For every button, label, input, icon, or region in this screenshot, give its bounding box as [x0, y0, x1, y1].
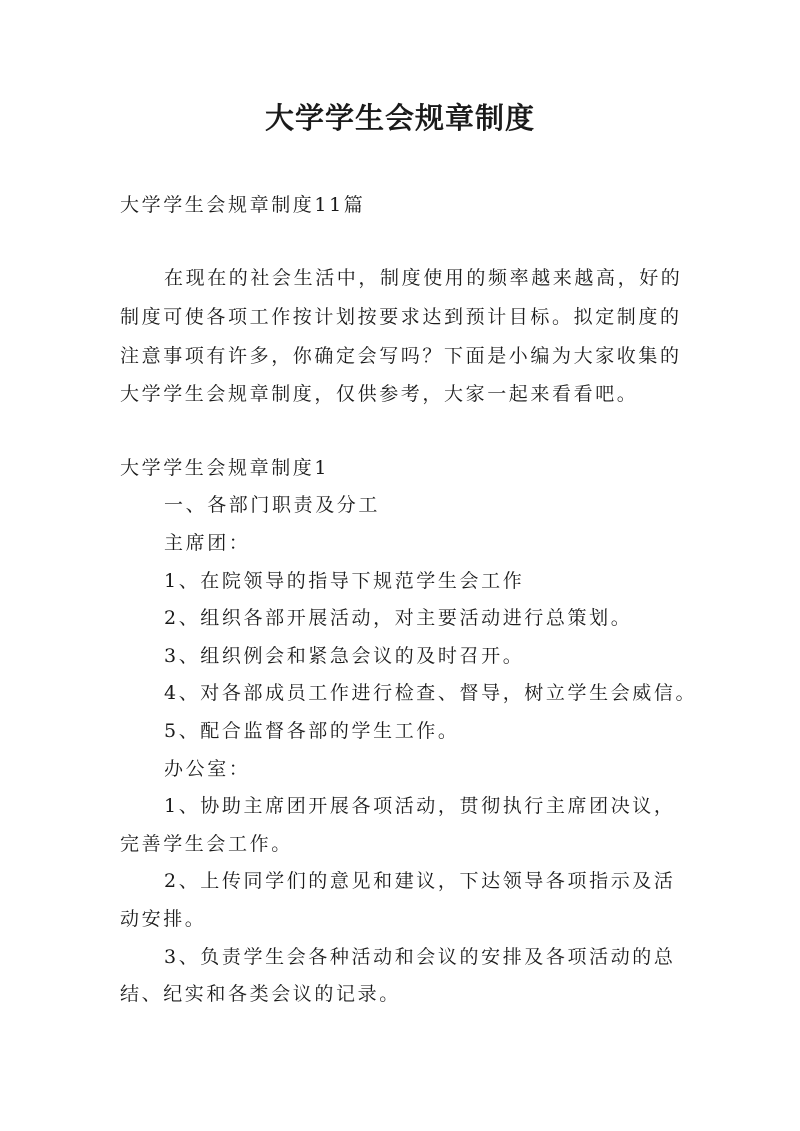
presidium-item-1: 1、在院领导的指导下规范学生会工作 [164, 570, 525, 592]
part-heading: 一、各部门职责及分工 [164, 494, 381, 516]
office-line-2: 完善学生会工作。 [120, 833, 293, 855]
presidium-item-3: 3、组织例会和紧急会议的及时召开。 [164, 645, 525, 667]
office-line-3: 2、上传同学们的意见和建议，下达领导各项指示及活 [164, 870, 676, 892]
presidium-item-5: 5、配合监督各部的学生工作。 [164, 720, 460, 742]
office-line-4: 动安排。 [120, 908, 207, 930]
document-subtitle: 大学学生会规章制度11篇 [120, 194, 366, 216]
section-heading: 大学学生会规章制度1 [120, 457, 330, 479]
office-line-1: 1、协助主席团开展各项活动，贯彻执行主席团决议， [164, 795, 676, 817]
presidium-item-2: 2、组织各部开展活动，对主要活动进行总策划。 [164, 607, 633, 629]
office-line-6: 结、纪实和各类会议的记录。 [120, 983, 401, 1005]
presidium-label: 主席团： [164, 532, 251, 554]
intro-line-1: 在现在的社会生活中，制度使用的频率越来越高，好的 [164, 267, 683, 289]
intro-line-4: 大学学生会规章制度，仅供参考，大家一起来看看吧。 [120, 383, 639, 405]
intro-line-2: 制度可使各项工作按计划按要求达到预计目标。拟定制度的 [120, 306, 682, 328]
presidium-item-4: 4、对各部成员工作进行检查、督导，树立学生会威信。 [164, 682, 698, 704]
intro-line-3: 注意事项有许多，你确定会写吗？下面是小编为大家收集的 [120, 345, 682, 367]
office-line-5: 3、负责学生会各种活动和会议的安排及各项活动的总 [164, 946, 676, 968]
office-label: 办公室： [164, 758, 251, 780]
document-title: 大学学生会规章制度 [264, 101, 535, 135]
